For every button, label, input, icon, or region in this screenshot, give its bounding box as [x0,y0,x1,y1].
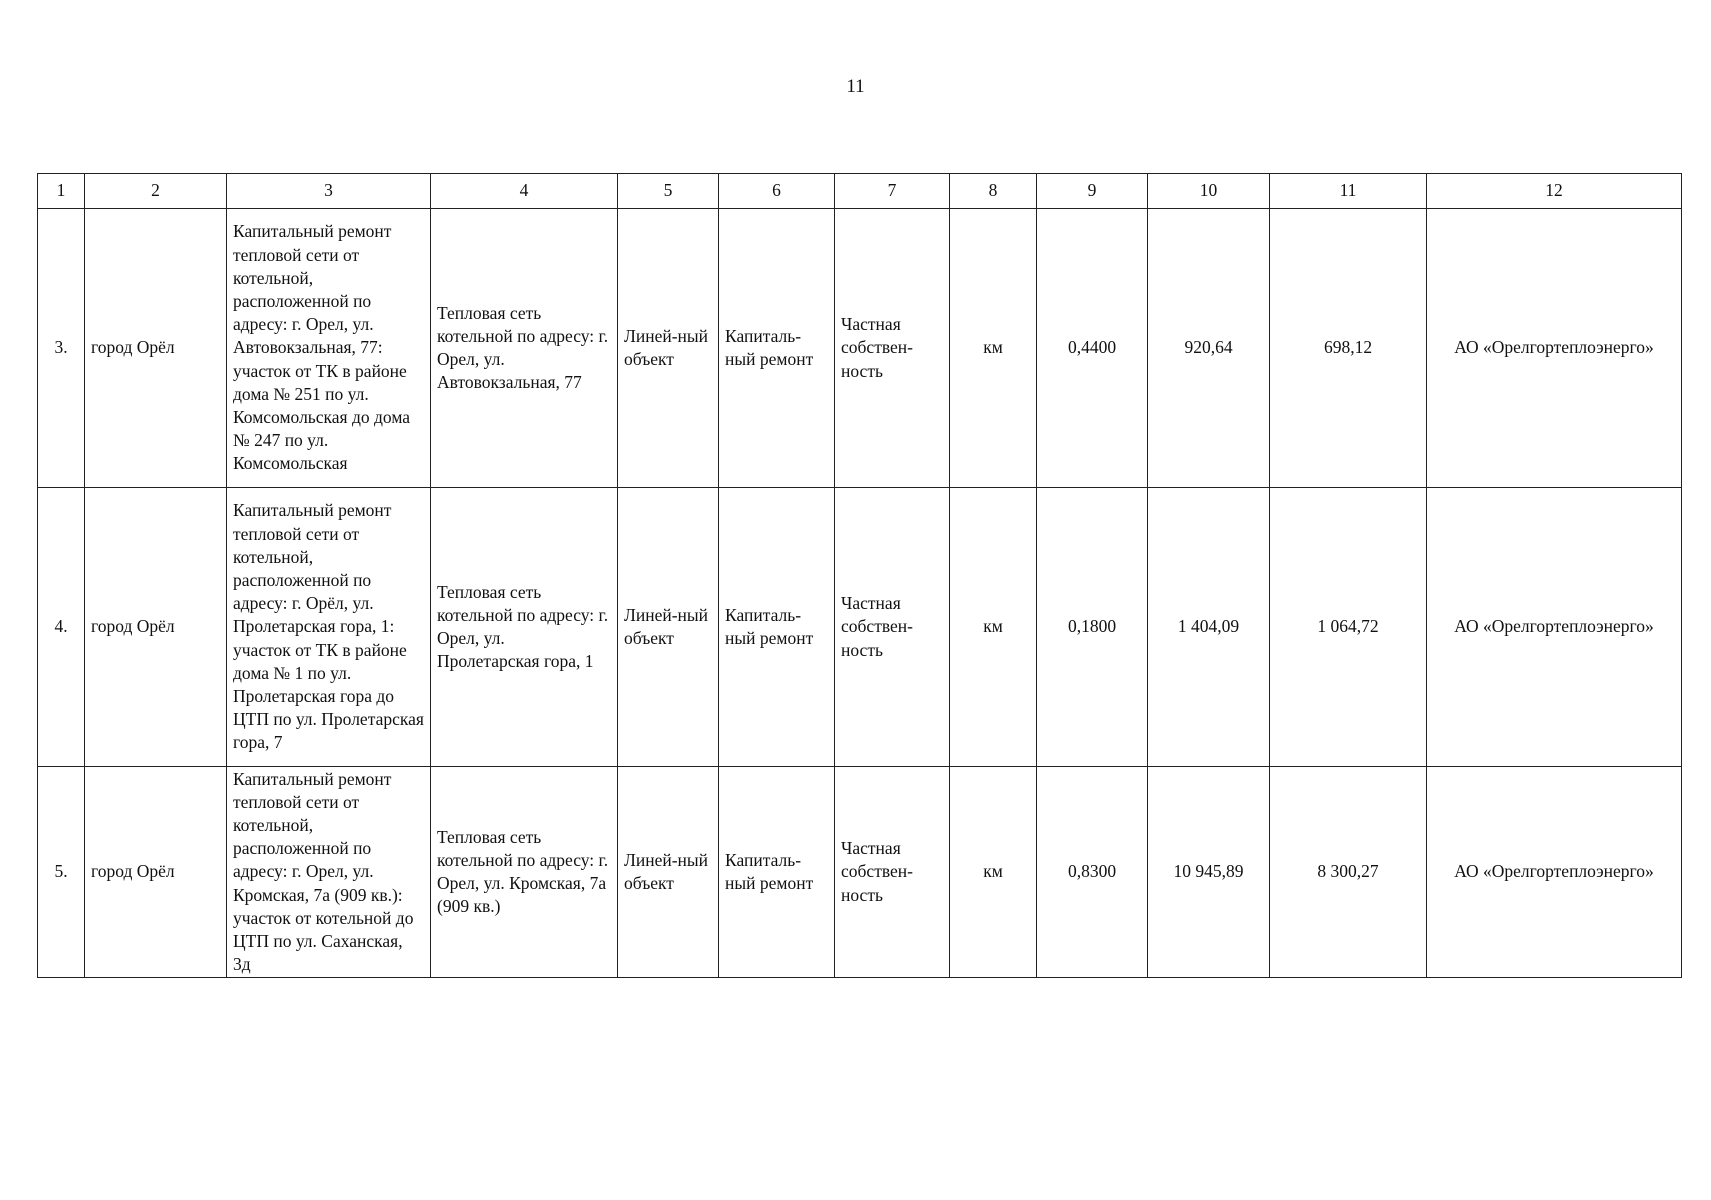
value-11-cell: 8 300,27 [1270,767,1427,978]
object-cell: Тепловая сеть котельной по адресу: г. Орел, ул. Автовокзальная, 77 [431,209,618,488]
column-number-header: 8 [950,174,1037,209]
column-number-header: 6 [719,174,835,209]
ownership-cell: Частная собствен-ность [835,209,950,488]
organization-cell: АО «Орелгортеплоэнерго» [1427,767,1682,978]
unit-cell: км [950,209,1037,488]
value-11-cell: 1 064,72 [1270,488,1427,767]
value-10-cell: 920,64 [1148,209,1270,488]
page-number: 11 [846,76,865,97]
column-number-header: 12 [1427,174,1682,209]
column-number-header: 11 [1270,174,1427,209]
value-10-cell: 10 945,89 [1148,767,1270,978]
column-number-header: 1 [38,174,85,209]
quantity-cell: 0,4400 [1037,209,1148,488]
column-number-header: 2 [85,174,227,209]
column-number-header: 5 [618,174,719,209]
row-number: 3. [38,209,85,488]
table-row [38,488,1682,767]
work-type-cell: Капиталь-ный ремонт [719,488,835,767]
column-number-header: 7 [835,174,950,209]
object-type-cell: Линей-ный объект [618,488,719,767]
organization-cell: АО «Орелгортеплоэнерго» [1427,488,1682,767]
object-cell: Тепловая сеть котельной по адресу: г. Орел, ул. Пролетарская гора, 1 [431,488,618,767]
organization-cell: АО «Орелгортеплоэнерго» [1427,209,1682,488]
object-cell: Тепловая сеть котельной по адресу: г. Орел, ул. Кромская, 7а (909 кв.) [431,767,618,978]
column-number-header: 9 [1037,174,1148,209]
object-type-cell: Линей-ный объект [618,209,719,488]
table-row [38,767,1682,978]
column-number-header: 3 [227,174,431,209]
work-type-cell: Капиталь-ный ремонт [719,209,835,488]
value-11-cell: 698,12 [1270,209,1427,488]
description-cell: Капитальный ремонт тепловой сети от котельной, расположенной по адресу: г. Орел, ул. Кромская, 7а (909 кв.): участок от котельной до ЦТП по ул. Саханская, 3д [227,767,431,978]
row-number: 4. [38,488,85,767]
unit-cell: км [950,488,1037,767]
column-number-header: 10 [1148,174,1270,209]
ownership-cell: Частная собствен-ность [835,767,950,978]
unit-cell: км [950,767,1037,978]
quantity-cell: 0,1800 [1037,488,1148,767]
municipality-cell: город Орёл [85,767,227,978]
table-row [38,209,1682,488]
table-header-row [38,174,1682,209]
ownership-cell: Частная собствен-ность [835,488,950,767]
work-type-cell: Капиталь-ный ремонт [719,767,835,978]
municipality-cell: город Орёл [85,488,227,767]
description-cell: Капитальный ремонт тепловой сети от котельной, расположенной по адресу: г. Орел, ул. Автовокзальная, 77: участок от ТК в районе дома № 251 по ул. Комсомольская до дома № 247 по ул. Комсомольская [227,209,431,488]
value-10-cell: 1 404,09 [1148,488,1270,767]
row-number: 5. [38,767,85,978]
quantity-cell: 0,8300 [1037,767,1148,978]
municipality-cell: город Орёл [85,209,227,488]
object-type-cell: Линей-ный объект [618,767,719,978]
column-number-header: 4 [431,174,618,209]
works-table [37,173,1682,978]
description-cell: Капитальный ремонт тепловой сети от котельной, расположенной по адресу: г. Орёл, ул. Пролетарская гора, 1: участок от ТК в районе дома № 1 по ул. Пролетарская гора до ЦТП по ул. Пролетарская гора, 7 [227,488,431,767]
